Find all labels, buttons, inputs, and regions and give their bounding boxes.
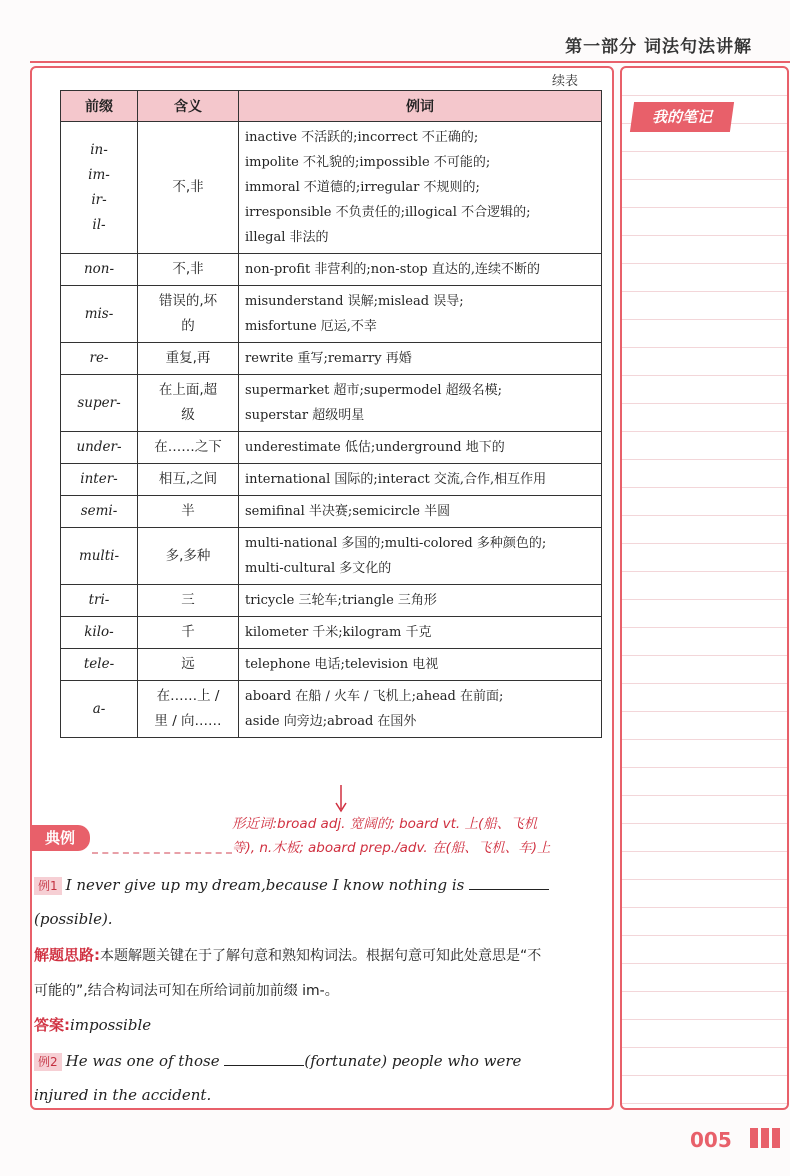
meaning-cell: 不,非 <box>138 122 239 254</box>
prefix-cell: inter- <box>61 464 138 496</box>
example-2-label: 例2 <box>34 1053 62 1071</box>
examples-cell: kilometer 千米;kilogram 千克 <box>239 617 602 649</box>
prefix-cell: tri- <box>61 585 138 617</box>
examples-cell: underestimate 低估;underground 地下的 <box>239 432 602 464</box>
meaning-cell: 在上面,超 级 <box>138 375 239 432</box>
prefix-cell: a- <box>61 681 138 738</box>
handwritten-note: 形近词:broad adj. 宽阔的; board vt. 上(船、飞机 等), n.木板; aboard prep./adv. 在(船、飞机、车)上 <box>232 816 551 856</box>
examples-cell: supermarket 超市;supermodel 超级名模; superstar 超级明星 <box>239 375 602 432</box>
table-row <box>61 681 602 738</box>
examples-cell: aboard 在船 / 火车 / 飞机上;ahead 在前面; aside 向旁边;abroad 在国外 <box>239 681 602 738</box>
header-rule <box>30 61 790 63</box>
continued-label: 续表 <box>552 74 579 89</box>
answer-blank-1 <box>469 875 549 890</box>
arrow-icon <box>335 785 347 813</box>
meaning-cell: 三 <box>138 585 239 617</box>
prefix-cell: tele- <box>61 649 138 681</box>
meaning-cell: 千 <box>138 617 239 649</box>
examples-cell: international 国际的;interact 交流,合作,相互作用 <box>239 464 602 496</box>
meaning-cell: 多,多种 <box>138 528 239 585</box>
table-row <box>61 375 602 432</box>
answer-blank-2 <box>224 1051 304 1066</box>
page-number: 005 <box>690 1128 732 1152</box>
example-1: 例1 I never give up my dream,because I know nothing is (possible). <box>34 868 604 936</box>
examples-cell: telephone 电话;television 电视 <box>239 649 602 681</box>
answer-value: impossible <box>70 1016 152 1034</box>
answer-label: 答案: <box>34 1016 70 1034</box>
example-1-label: 例1 <box>34 877 62 895</box>
notes-panel <box>620 66 789 1110</box>
prefix-cell: mis- <box>61 286 138 343</box>
header-meaning: 含义 <box>138 91 239 122</box>
table-row <box>61 464 602 496</box>
meaning-cell: 重复,再 <box>138 343 239 375</box>
table-row <box>61 122 602 254</box>
header-prefix: 前缀 <box>61 91 138 122</box>
prefix-cell: super- <box>61 375 138 432</box>
notes-tag: 我的笔记 <box>630 102 734 132</box>
meaning-cell: 远 <box>138 649 239 681</box>
table-row <box>61 649 602 681</box>
table-row <box>61 617 602 649</box>
examples-tag-underline <box>92 852 232 854</box>
prefix-cell: multi- <box>61 528 138 585</box>
examples-cell: misunderstand 误解;mislead 误导; misfortune 厄运,不幸 <box>239 286 602 343</box>
table-row <box>61 496 602 528</box>
page-header <box>0 0 790 58</box>
meaning-cell: 在……上 / 里 / 向…… <box>138 681 239 738</box>
analysis: 解题思路:本题解题关键在于了解句意和熟知构词法。根据句意可知此处意思是“不 可能的”,结合构词法可知在所给词前加前缀 im-。 <box>34 946 542 999</box>
prefix-cell: semi- <box>61 496 138 528</box>
prefix-cell: under- <box>61 432 138 464</box>
table-row <box>61 432 602 464</box>
example-2: 例2 He was one of those (fortunate) people who were injured in the accident. <box>34 1052 522 1104</box>
prefix-cell: in- im- ir- il- <box>61 122 138 254</box>
prefix-cell: non- <box>61 254 138 286</box>
meaning-cell: 错误的,坏 的 <box>138 286 239 343</box>
prefix-cell: re- <box>61 343 138 375</box>
examples-tag: 典例 <box>30 825 90 851</box>
table-row <box>61 343 602 375</box>
examples-cell: tricycle 三轮车;triangle 三角形 <box>239 585 602 617</box>
examples-cell: multi-national 多国的;multi-colored 多种颜色的; multi-cultural 多文化的 <box>239 528 602 585</box>
meaning-cell: 在……之下 <box>138 432 239 464</box>
answer <box>34 1008 604 1042</box>
meaning-cell: 不,非 <box>138 254 239 286</box>
analysis-label: 解题思路: <box>34 946 100 964</box>
table-row <box>61 585 602 617</box>
examples-cell: non-profit 非营利的;non-stop 直达的,连续不断的 <box>239 254 602 286</box>
meaning-cell: 半 <box>138 496 239 528</box>
examples-cell: semifinal 半决赛;semicircle 半圆 <box>239 496 602 528</box>
table-row <box>61 528 602 585</box>
header-examples: 例词 <box>239 91 602 122</box>
table-row <box>61 286 602 343</box>
section-title: 第一部分 词法句法讲解 <box>565 37 752 57</box>
table-row <box>61 254 602 286</box>
meaning-cell: 相互,之间 <box>138 464 239 496</box>
prefix-cell: kilo- <box>61 617 138 649</box>
examples-cell: rewrite 重写;remarry 再婚 <box>239 343 602 375</box>
prefix-table <box>60 90 602 738</box>
page-decoration <box>750 1128 783 1152</box>
examples-cell: inactive 不活跃的;incorrect 不正确的; impolite 不礼貌的;impossible 不可能的; immoral 不道德的;irregular 不规则的; irresponsible 不负责任的;illogical 不合逻辑的; illegal 非法的 <box>239 122 602 254</box>
